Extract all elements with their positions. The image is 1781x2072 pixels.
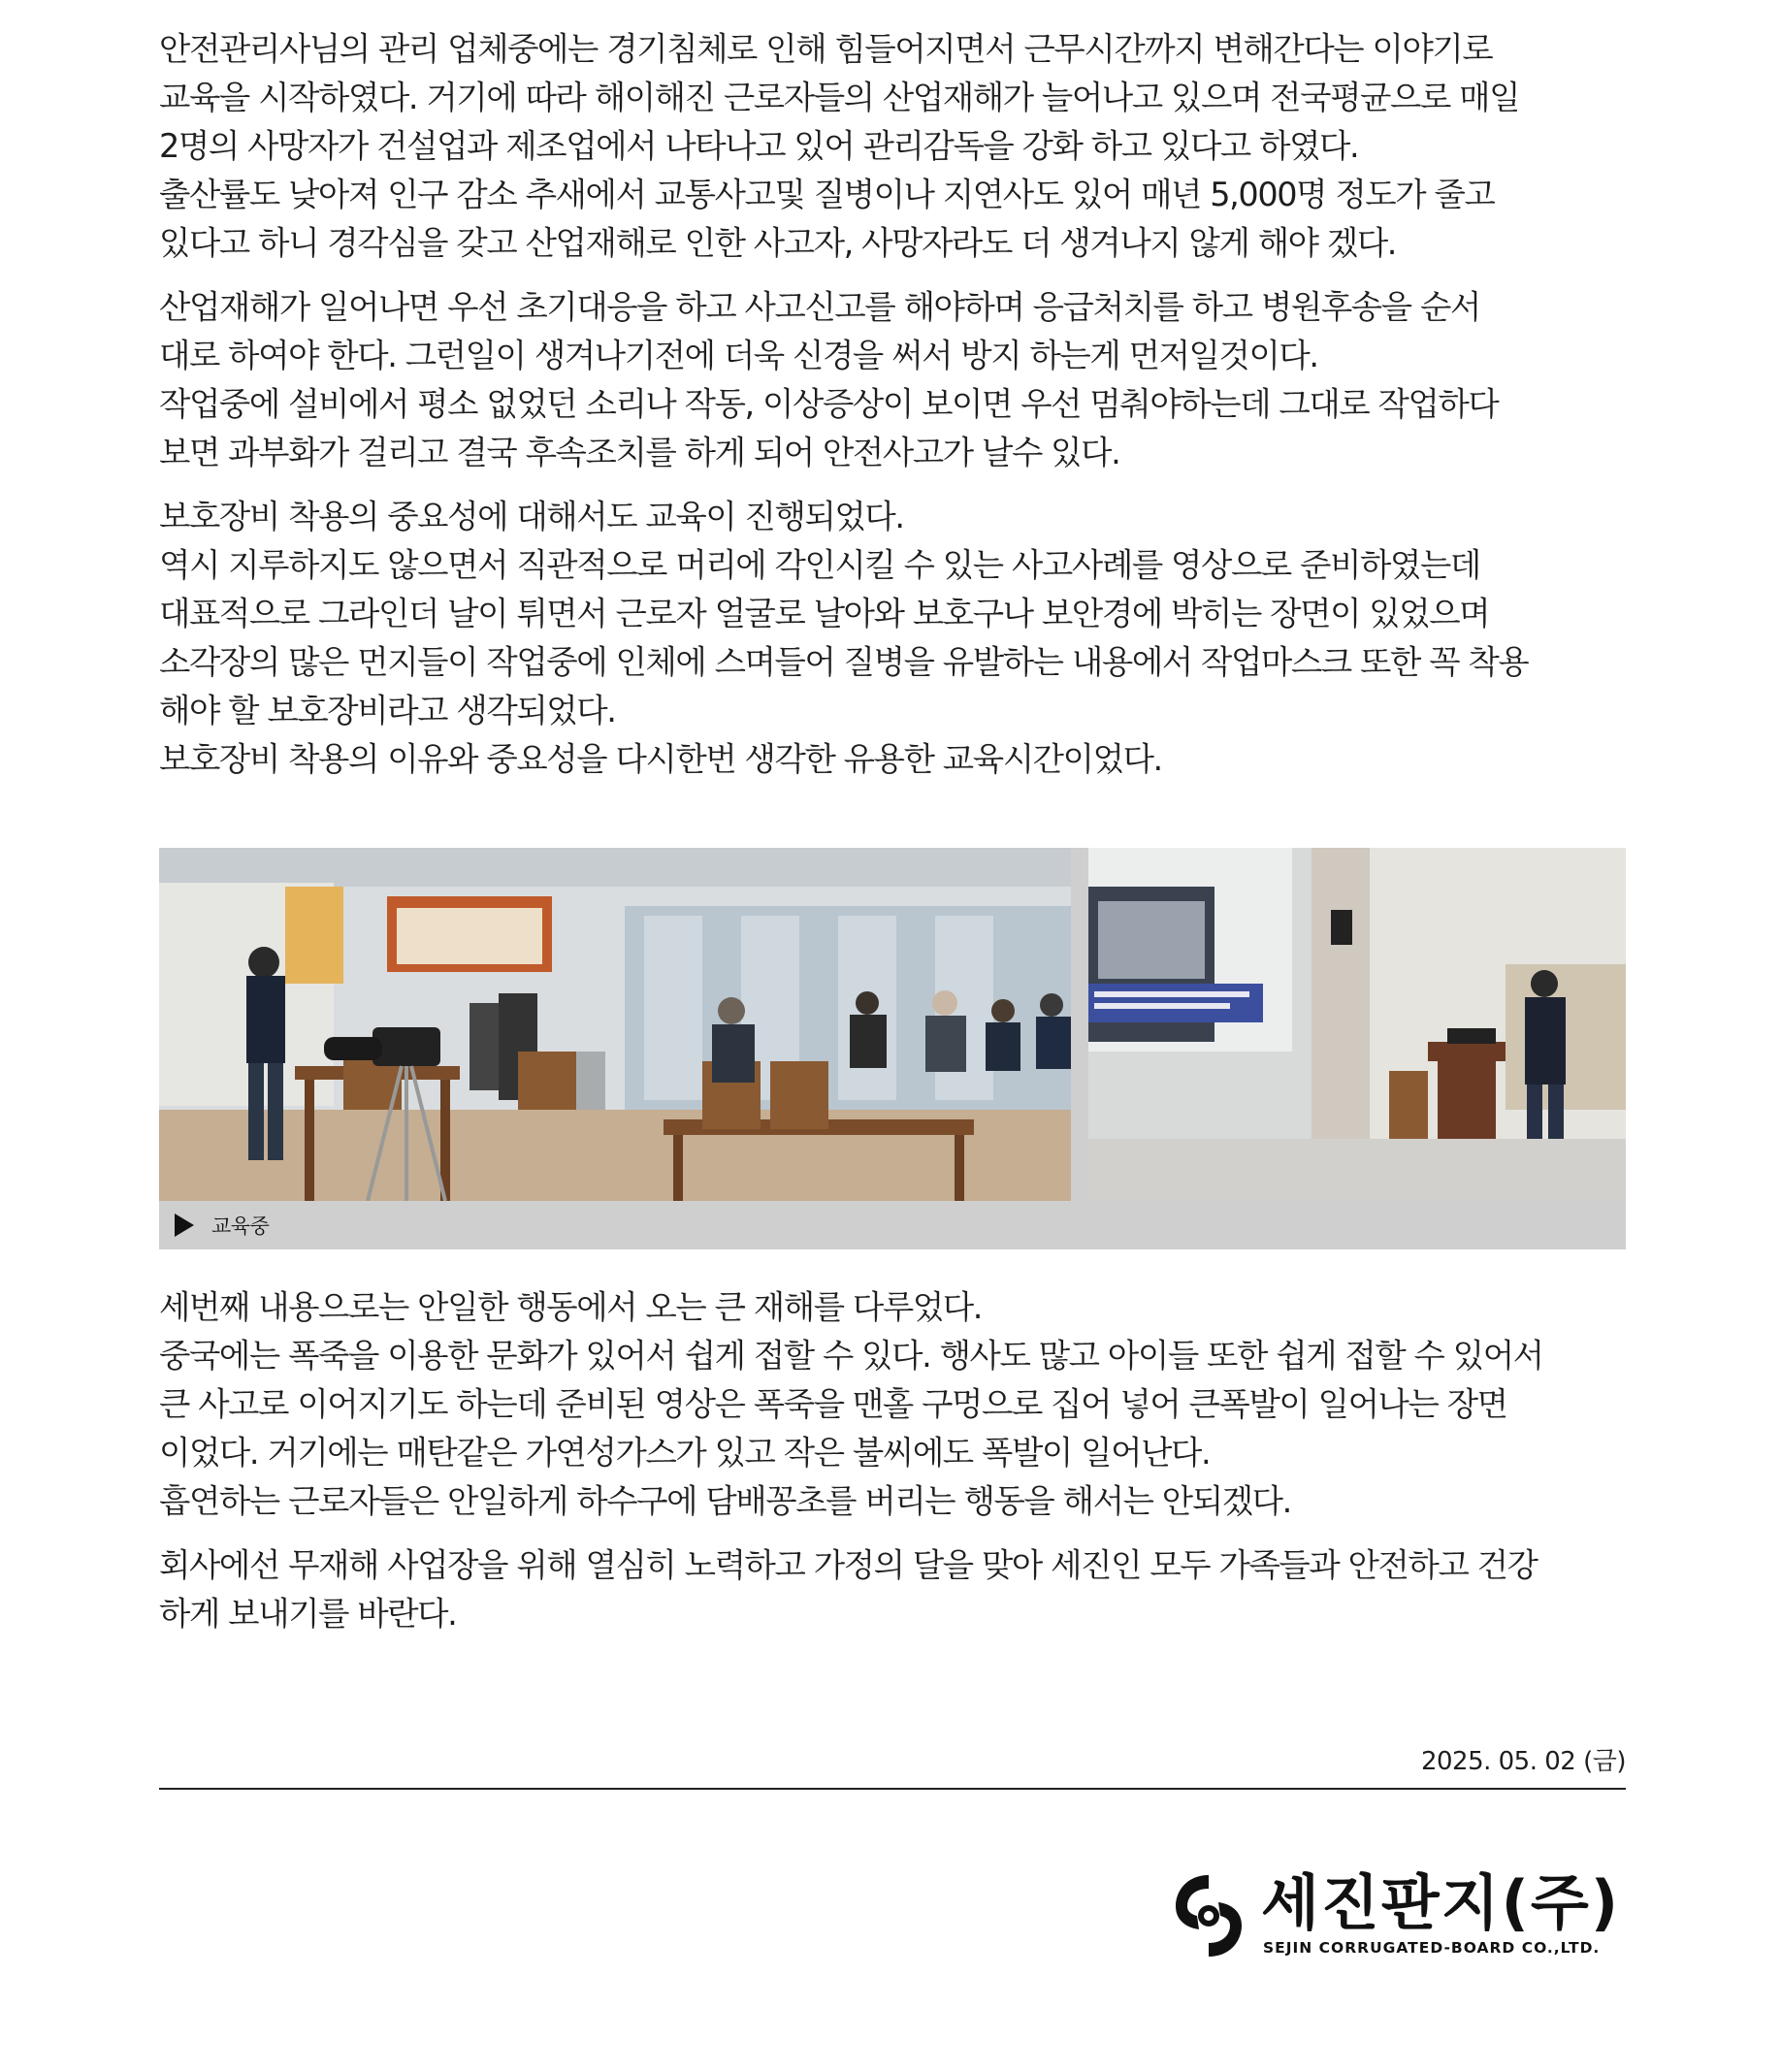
text-line: 대표적으로 그라인더 날이 튀면서 근로자 얼굴로 날아와 보호구나 보안경에 박히는 장면이 있었으며 xyxy=(159,595,1490,632)
text-line: 소각장의 많은 먼지들이 작업중에 인체에 스며들어 질병을 유발하는 내용에서 작업마스크 또한 꼭 착용 xyxy=(159,643,1529,681)
text-line: 출산률도 낮아져 인구 감소 추새에서 교통사고및 질병이나 지연사도 있어 매년 5,000명 정도가 줄고 xyxy=(159,176,1495,213)
text-line: 대로 하여야 한다. 그런일이 생겨나기전에 더욱 신경을 써서 방지 하는게 먼저일것이다. xyxy=(159,337,1318,374)
text-line: 작업중에 설비에서 평소 없었던 소리나 작동, 이상증상이 보이면 우선 멈춰야하는데 그대로 작업하다 xyxy=(159,385,1499,423)
paragraph-3 xyxy=(159,493,1626,784)
photo-caption-bar xyxy=(159,1201,1626,1249)
paragraph-4 xyxy=(159,1283,1626,1526)
text-line: 중국에는 폭죽을 이용한 문화가 있어서 쉽게 접할 수 있다. 행사도 많고 아이들 또한 쉽게 접할 수 있어서 xyxy=(159,1337,1543,1375)
text-line: 해야 할 보호장비라고 생각되었다. xyxy=(159,692,616,729)
text-line: 흡연하는 근로자들은 안일하게 하수구에 담배꽁초를 버리는 행동을 해서는 안되겠다. xyxy=(159,1482,1291,1520)
text-line: 세번째 내용으로는 안일한 행동에서 오는 큰 재해를 다루었다. xyxy=(159,1288,983,1326)
article-body-part2 xyxy=(159,1283,1626,1654)
text-line: 보호장비 착용의 이유와 중요성을 다시한번 생각한 유용한 교육시간이었다. xyxy=(159,740,1162,778)
text-line: 보면 과부화가 걸리고 결국 후속조치를 하게 되어 안전사고가 날수 있다. xyxy=(159,434,1120,471)
photo-strip xyxy=(159,848,1626,1249)
text-line: 이었다. 거기에는 매탄같은 가연성가스가 있고 작은 불씨에도 폭발이 일어난다. xyxy=(159,1434,1211,1472)
play-icon xyxy=(175,1214,194,1237)
text-line: 하게 보내기를 바란다. xyxy=(159,1595,457,1633)
paragraph-2 xyxy=(159,283,1626,477)
text-line: 있다고 하니 경각심을 갖고 산업재해로 인한 사고자, 사망자라도 더 생겨나지 않게 해야 겠다. xyxy=(159,224,1397,262)
text-line: 보호장비 착용의 중요성에 대해서도 교육이 진행되었다. xyxy=(159,498,904,535)
sejin-logo-icon xyxy=(1170,1867,1247,1964)
text-line: 교육을 시작하였다. 거기에 따라 해이해진 근로자들의 산업재해가 늘어나고 있으며 전국평균으로 매일 xyxy=(159,79,1520,116)
company-logo xyxy=(1170,1867,1628,1964)
paragraph-1 xyxy=(159,25,1626,268)
article-date: 2025. 05. 02 (금) xyxy=(1420,1747,1626,1776)
text-line: 안전관리사님의 관리 업체중에는 경기침체로 인해 힘들어지면서 근무시간까지 변해간다는 이야기로 xyxy=(159,30,1493,68)
company-name-korean: 세진판지(주) xyxy=(1261,1867,1621,1938)
text-line: 역시 지루하지도 않으면서 직관적으로 머리에 각인시킬 수 있는 사고사례를 영상으로 준비하였는데 xyxy=(159,546,1480,584)
article-body-part1 xyxy=(159,25,1626,799)
text-line: 2명의 사망자가 건설업과 제조업에서 나타나고 있어 관리감독을 강화 하고 있다고 하였다. xyxy=(159,127,1359,165)
company-name-english: SEJIN CORRUGATED-BOARD CO.,LTD. xyxy=(1263,1939,1601,1957)
paragraph-5 xyxy=(159,1541,1626,1638)
presentation-photo xyxy=(1088,848,1626,1201)
text-line: 회사에선 무재해 사업장을 위해 열심히 노력하고 가정의 달을 맞아 세진인 모두 가족들과 안전하고 건강 xyxy=(159,1546,1538,1584)
text-line: 큰 사고로 이어지기도 하는데 준비된 영상은 폭죽을 맨홀 구멍으로 집어 넣어 큰폭발이 일어나는 장면 xyxy=(159,1385,1507,1423)
footer-divider xyxy=(159,1788,1626,1790)
classroom-photo xyxy=(159,848,1071,1201)
text-line: 산업재해가 일어나면 우선 초기대응을 하고 사고신고를 해야하며 응급처치를 하고 병원후송을 순서 xyxy=(159,288,1480,326)
photo-caption: 교육중 xyxy=(211,1214,270,1238)
